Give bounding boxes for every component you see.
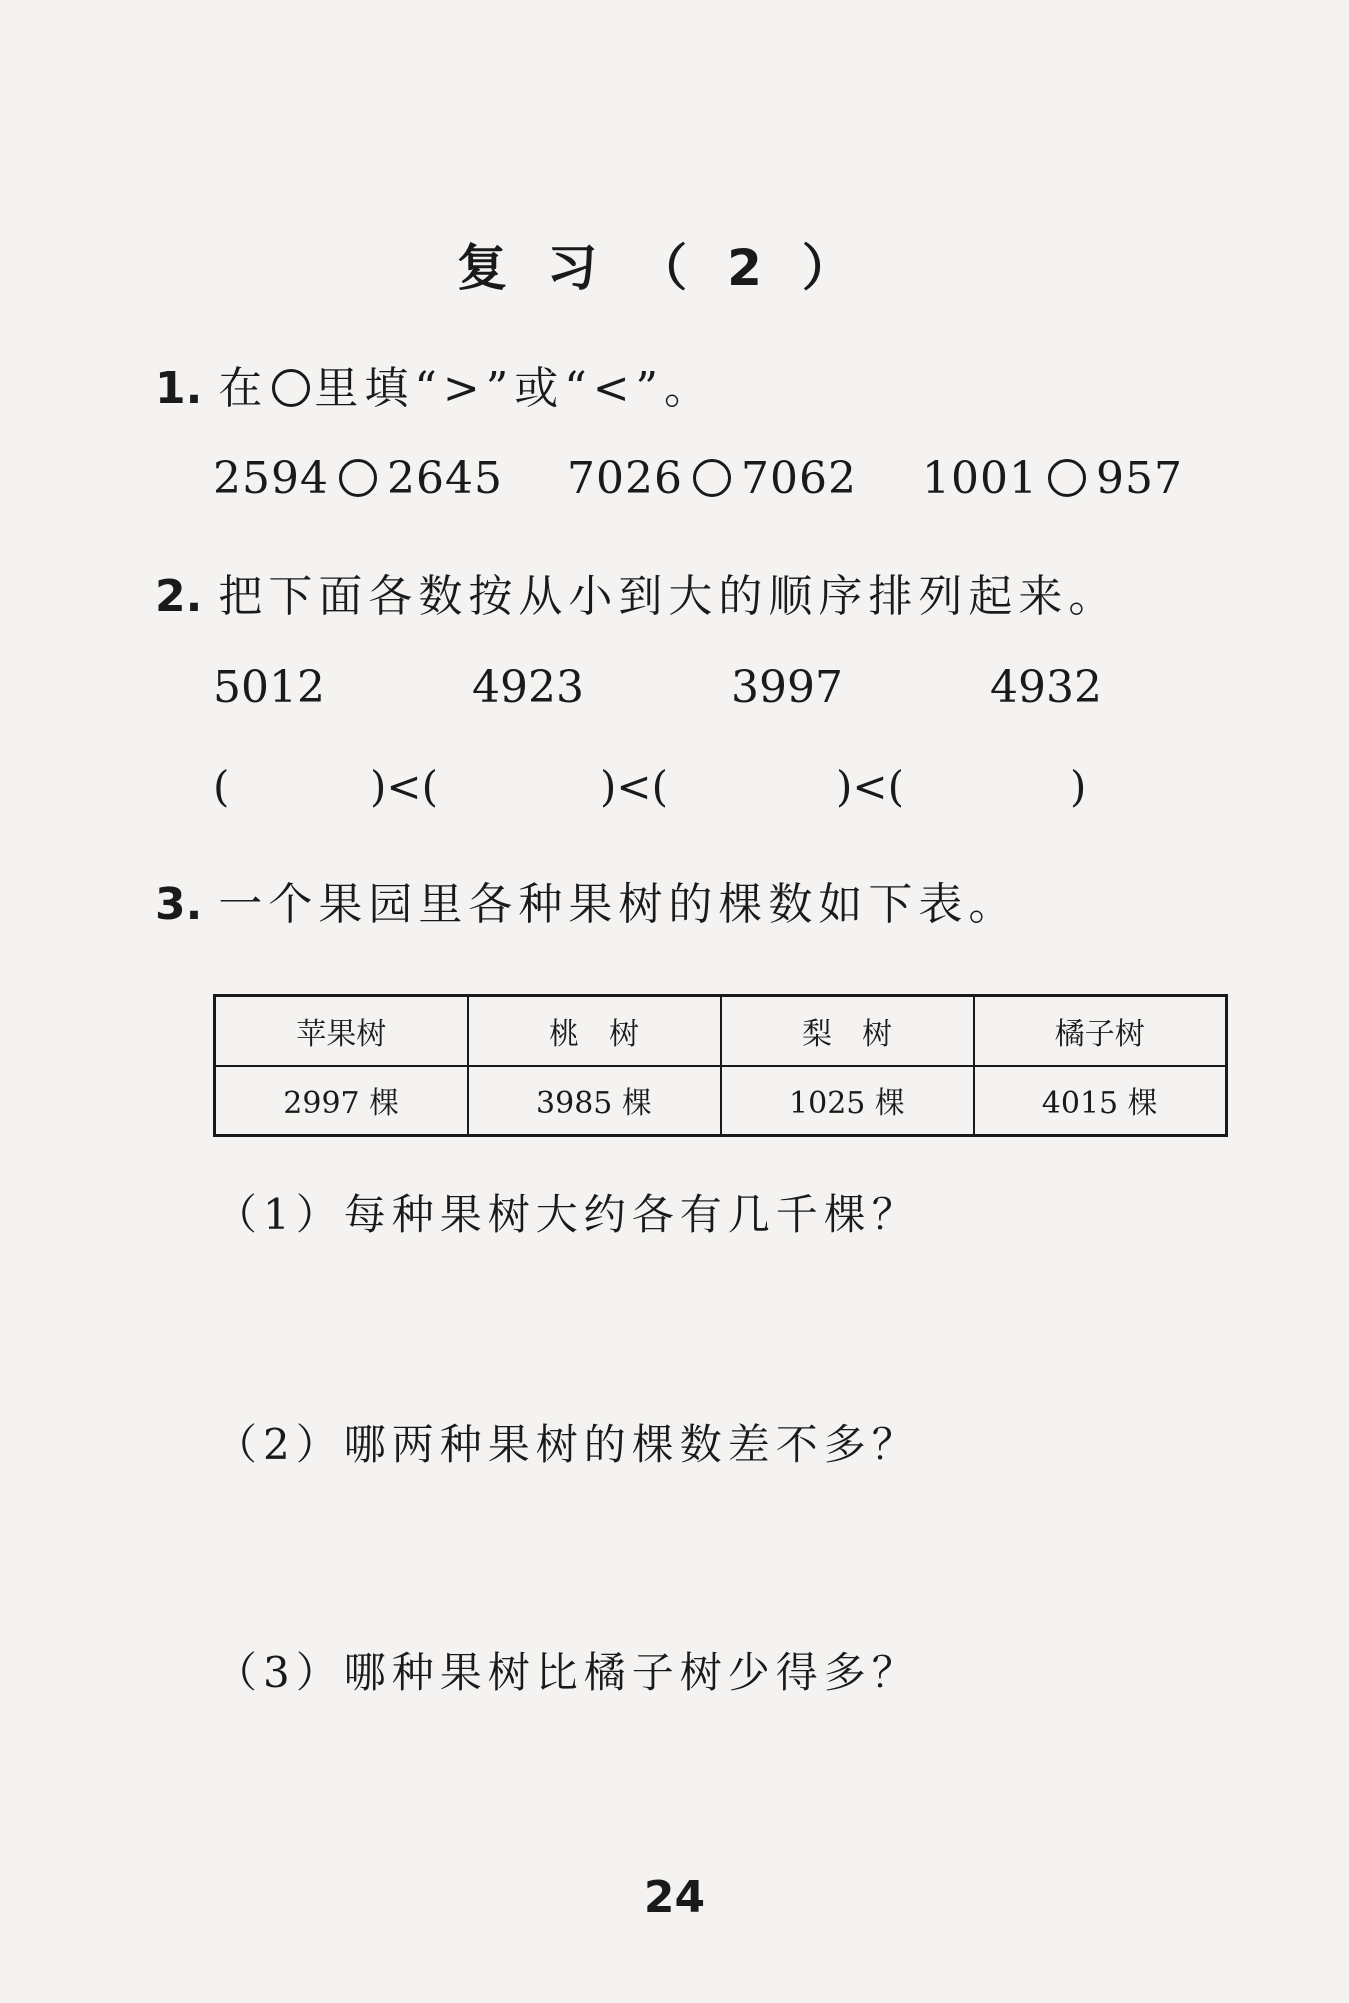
table-header-cell: 梨 树 [721,996,974,1066]
compare-left: 2594 [213,453,329,504]
compare-right: 2645 [386,453,503,504]
sort-number-3: 3997 [731,662,843,713]
blank-open: ( [213,762,230,811]
compare-circle-input[interactable] [693,459,731,497]
blank-less-than-3: )<( [836,762,904,811]
question-1-number: 1. [155,363,203,414]
compare-pair-3 [922,453,1183,504]
orchard-table [213,994,1228,1137]
question-3-text: 一个果园里各种果树的棵数如下表。 [218,879,1019,930]
table-cell: 4015 棵 [974,1066,1227,1136]
question-1-prefix: 在 [218,363,269,414]
compare-right: 7062 [740,453,857,504]
table-row [215,1066,1227,1136]
blank-less-than-2: )<( [600,762,668,811]
sub-question-2: （2）哪两种果树的棵数差不多？ [215,1420,920,1469]
table-header-cell: 桃 树 [468,996,721,1066]
question-3 [155,868,1018,932]
table-header-row [215,996,1227,1066]
table-header-cell: 橘子树 [974,996,1227,1066]
question-2-number: 2. [155,571,203,622]
sub-question-3: （3）哪种果树比橘子树少得多？ [215,1648,920,1697]
sort-number-2: 4923 [472,662,584,713]
blank-less-than-1: )<( [370,762,438,811]
compare-left: 1001 [922,453,1038,504]
sub-question-1: （1）每种果树大约各有几千棵？ [215,1190,920,1239]
compare-pair-1 [213,453,503,504]
sort-number-1: 5012 [213,662,325,713]
table-cell: 2997 棵 [215,1066,468,1136]
question-2 [155,560,1118,624]
question-1-suffix: 里填“>”或“<”。 [314,363,715,414]
page-title: 复习（2） [457,239,892,297]
question-1 [155,352,714,416]
compare-right: 957 [1095,453,1183,504]
page-number: 24 [643,1872,706,1923]
table-cell: 1025 棵 [721,1066,974,1136]
compare-pair-2 [567,453,857,504]
question-2-text: 把下面各数按从小到大的顺序排列起来。 [218,571,1119,622]
compare-circle-input[interactable] [1048,459,1086,497]
table-header-cell: 苹果树 [215,996,468,1066]
question-3-number: 3. [155,879,203,930]
circle-icon [272,369,310,407]
compare-left: 7026 [567,453,683,504]
compare-circle-input[interactable] [339,459,377,497]
table-cell: 3985 棵 [468,1066,721,1136]
blank-close: ) [1070,762,1087,811]
sort-number-4: 4932 [990,662,1102,713]
